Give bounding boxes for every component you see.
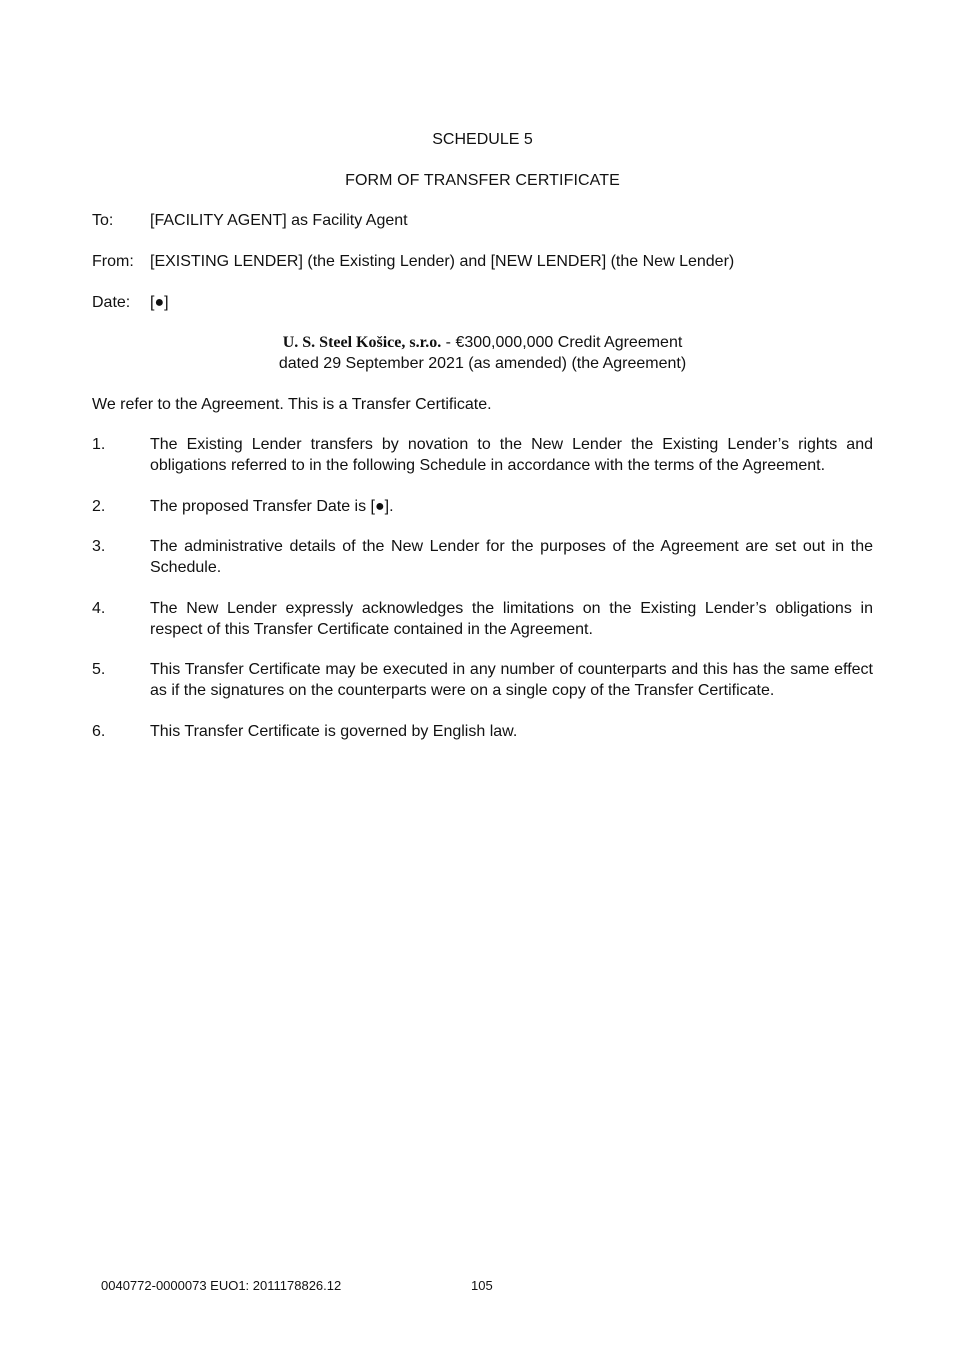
clause-number: 3. (92, 538, 106, 555)
clause-number: 4. (92, 600, 106, 617)
clause (92, 434, 873, 476)
clause (92, 659, 873, 701)
intro-paragraph: We refer to the Agreement. This is a Transfer Certificate. (92, 396, 492, 413)
agreement-title (0, 332, 965, 374)
clause (92, 721, 873, 742)
clause-text: This Transfer Certificate is governed by English law. (150, 723, 518, 740)
from-value: [EXISTING LENDER] (the Existing Lender) and [NEW LENDER] (the New Lender) (150, 253, 735, 270)
date-value: [●] (150, 294, 169, 311)
clause-text: The administrative details of the New Lender for the purposes of the Agreement are set out in the Schedule. (150, 538, 873, 576)
clause (92, 598, 873, 640)
page-number: 105 (471, 1278, 493, 1293)
from-label: From: (92, 253, 134, 270)
clause-number: 6. (92, 723, 106, 740)
clause (92, 536, 873, 578)
clause-number: 1. (92, 436, 106, 453)
date-label: Date: (92, 294, 131, 311)
agreement-title-line2: dated 29 September 2021 (as amended) (the Agreement) (278, 355, 687, 372)
footer-reference: 0040772-0000073 EUO1: 2011178826.12 (101, 1278, 342, 1293)
company-name: U. S. Steel Košice, s.r.o. (282, 334, 442, 351)
clause (92, 496, 873, 517)
clause-text: This Transfer Certificate may be executed in any number of counterparts and this has the same effect as if the signatures on the counterparts were on a single copy of the Transfer Certificate. (150, 661, 873, 699)
agreement-amount: - €300,000,000 Credit Agreement (441, 334, 683, 351)
clause-text: The proposed Transfer Date is [●]. (150, 498, 394, 515)
clause-number: 2. (92, 498, 106, 515)
agreement-title-line1 (0, 332, 965, 353)
clause-text: The Existing Lender transfers by novation to the New Lender the Existing Lender’s rights and obligations referred to in the following Schedule in accordance with the terms of the Agreement. (150, 436, 873, 474)
form-title: FORM OF TRANSFER CERTIFICATE (345, 172, 620, 189)
to-value: [FACILITY AGENT] as Facility Agent (150, 212, 408, 229)
clause-text: The New Lender expressly acknowledges the limitations on the Existing Lender’s obligations in respect of this Transfer Certificate contained in the Agreement. (150, 600, 873, 638)
schedule-heading: SCHEDULE 5 (432, 131, 533, 148)
to-label: To: (92, 212, 114, 229)
clause-number: 5. (92, 661, 106, 678)
